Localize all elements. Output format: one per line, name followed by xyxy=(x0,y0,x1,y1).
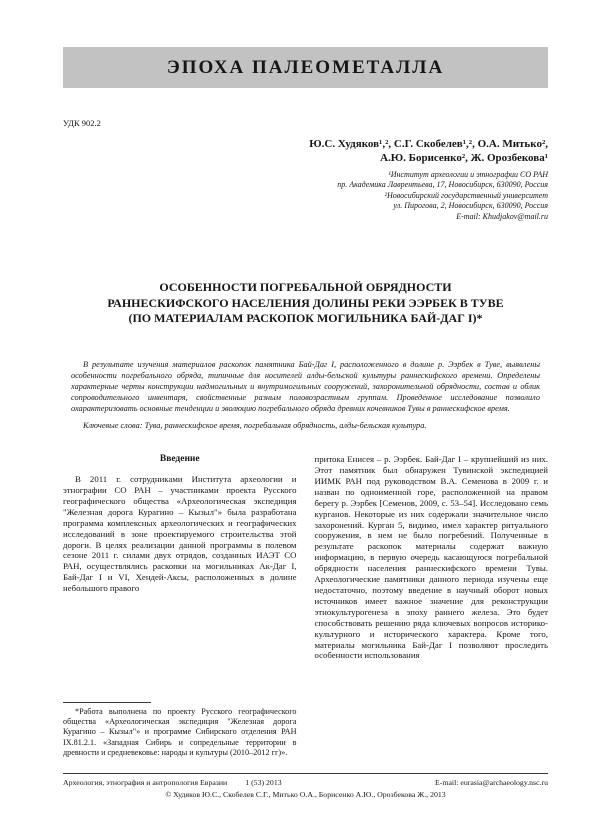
keywords-label: Ключевые слова: xyxy=(83,421,143,431)
article-title-line-2: РАННЕСКИФСКОГО НАСЕЛЕНИЯ ДОЛИНЫ РЕКИ ЭЭРБЕК В ТУВЕ xyxy=(107,295,504,310)
footer-issue: 1 (53) 2013 xyxy=(245,778,282,787)
two-column-body xyxy=(63,454,548,758)
right-column xyxy=(315,454,549,758)
keywords-text: Тува, раннескифское время, погребальная обрядность, алды-бельская культура. xyxy=(144,421,427,431)
affiliation-institute: ¹Институт археологии и этнографии СО РАН xyxy=(388,169,548,179)
article-title-line-1: ОСОБЕННОСТИ ПОГРЕБАЛЬНОЙ ОБРЯДНОСТИ xyxy=(159,280,452,295)
affiliation-address-2: ул. Пирогова, 2, Новосибирск, 630090, Россия xyxy=(393,201,548,211)
footer-email: E-mail: eurasia@archaeology.nsc.ru xyxy=(435,778,548,787)
authors-block xyxy=(63,137,548,166)
footnote-block xyxy=(63,694,297,758)
footer-journal-name: Археология, этнография и антропология Евразии xyxy=(63,778,228,787)
footnote-divider xyxy=(63,702,151,703)
affiliation-university: ²Новосибирский государственный университет xyxy=(384,190,548,200)
article-title xyxy=(63,280,548,326)
affiliation-address-1: пр. Академика Лаврентьева, 17, Новосибирск, 630090, Россия xyxy=(337,180,548,190)
page-footer xyxy=(63,773,548,799)
authors-line-1: Ю.С. Худяков¹,², С.Г. Скобелев¹,², О.А. Митько², xyxy=(309,138,548,150)
article-title-line-3: (ПО МАТЕРИАЛАМ РАСКОПОК МОГИЛЬНИКА БАЙ-ДАГ I)* xyxy=(128,311,483,326)
abstract-text: В результате изучения материалов раскопок памятника Бай-Даг I, расположенного в долине р. Ээрбек в Туве, выявлены особенности погребального обряда, типичные для носителей алды-бельской культуры раннескифского времени. Определены характерные черты конструкции надмогильных и внутримогильных сооружений, захоронительной обрядности, состав и облик сопроводительного инвентаря, свойственные разным половозрастным группам. Проведенное исследование позволило охарактеризовать основные тенденции и эволюцию погребального обряда древних кочевников Тувы в раннескифское время. xyxy=(71,360,540,414)
body-paragraph-right: притока Енисея – р. Ээрбек. Бай-Даг I – крупнейший из них. Этот памятник был обнаружен Тувинской экспедицией ИИМК РАН под руководством В.А. Семенова в 2009 г. и назван по одноименной горе, расположенной на правом берегу р. Ээрбек [Семенов, 2009, с. 53–54]. Исследовано семь курганов. Некоторые из них содержали значительное число захоронений. Курган 5, видимо, имел характер ритуального сооружения, в нем не было погребений. Полученные в результате раскопок материалы содержат важную информацию, в первую очередь касающуюся погребальной обрядности населения раннескифского времени Тувы. Археологические памятники данного периода изучены еще недостаточно, поэтому введение в научный оборот новых источников имеет важное значение для реконструкции этнокультурогенеза в эпоху раннего железа. Это будет способствовать решению ряда ключевых вопросов историко-культурного и исторического характера. Кроме того, материалы могильника Бай-Даг I позволяют проследить особенности использования xyxy=(314,454,548,661)
footer-copyright: © Худяков Ю.С., Скобелев С.Г., Митько О.А., Борисенко А.Ю., Орозбекова Ж., 2013 xyxy=(165,790,446,799)
footer-journal-info xyxy=(63,778,282,787)
section-heading-introduction: Введение xyxy=(159,454,200,465)
contact-email: E-mail: Khudjakov@mail.ru xyxy=(456,211,548,221)
body-paragraph-left: В 2011 г. сотрудниками Института археологии и этнографии СО РАН – участниками проекта Русского географического общества «Археологическая экспедиция "Железная дорога Курагино – Кызыл"» была разработана программа комплексных археологических и географических исследований в зоне проектируемого строительства этой дороги. В целях реализации данной программы в полевом сезоне 2011 г. силами двух отрядов, созданных ИАЭТ СО РАН, осуществлялись раскопки на могильниках Ак-Даг I, Бай-Даг I и VI, Хендей-Аксы, расположенных в долине небольшого правого xyxy=(63,474,297,594)
udc-code: УДК 902.2 xyxy=(63,118,101,128)
footer-journal-line xyxy=(63,778,548,787)
authors-line-2: А.Ю. Борисенко², Ж. Орозбекова¹ xyxy=(380,152,548,165)
section-banner xyxy=(63,47,548,88)
left-column xyxy=(63,454,297,758)
footnote-text: *Работа выполнена по проекту Русского географического общества «Археологическая экспедиция "Железная дорога Курагино – Кызыл"» и программе Сибирского отделения РАН IX.81.2.1. «Западная Сибирь и сопредельные территории в древности и средневековье: народы и культуры (2010–2012 гг)». xyxy=(63,707,297,757)
affiliations-block xyxy=(63,170,548,223)
keywords-line xyxy=(71,421,540,430)
section-banner-title: ЭПОХА ПАЛЕОМЕТАЛЛА xyxy=(166,56,445,78)
